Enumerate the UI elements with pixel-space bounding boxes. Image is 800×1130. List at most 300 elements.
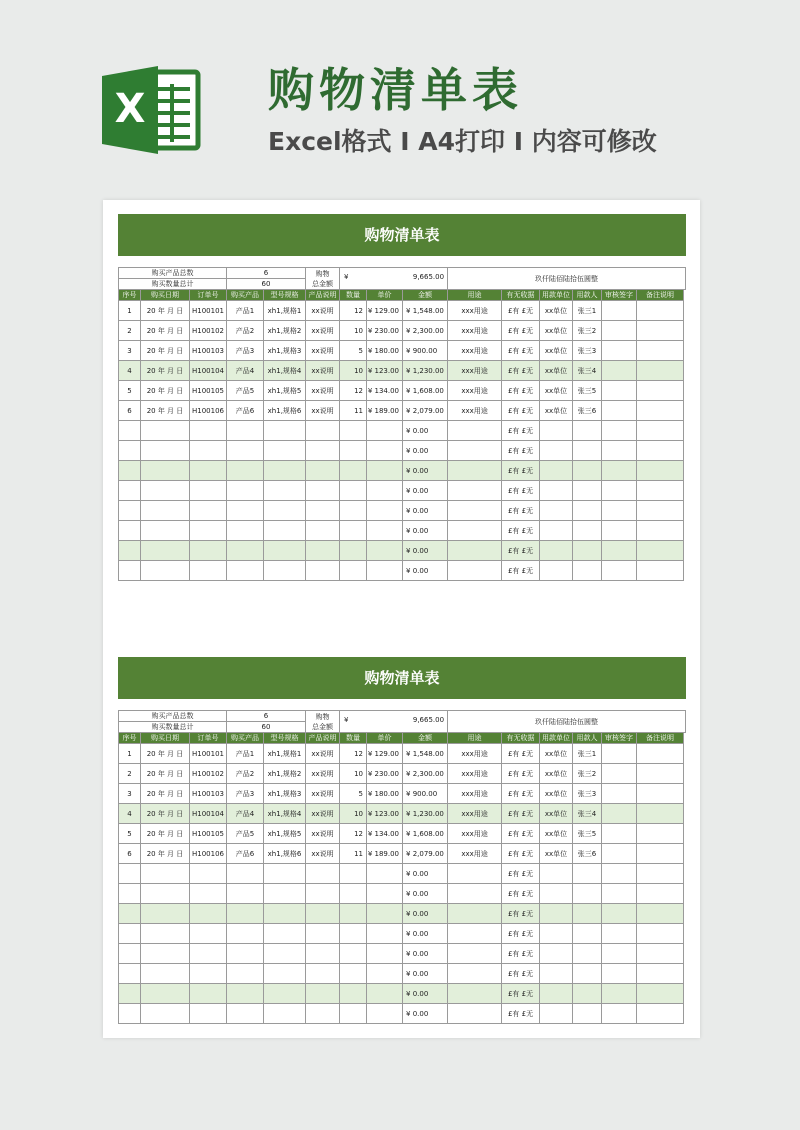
table-cell: 3 (119, 341, 141, 361)
column-header: 数量 (340, 290, 367, 301)
total-products-value: 6 (227, 268, 306, 279)
table-cell: £有 £无 (502, 844, 540, 864)
table-cell (540, 984, 573, 1004)
table-cell (340, 441, 367, 461)
table-cell: 张三5 (573, 381, 602, 401)
table-row (119, 501, 686, 521)
table-cell: H100106 (190, 401, 227, 421)
amount-label-line1: 购物 (315, 269, 330, 278)
table-cell: 张三4 (573, 361, 602, 381)
column-header: 单价 (367, 733, 403, 744)
table-cell: 10 (340, 321, 367, 341)
column-header: 审核签字 (602, 290, 637, 301)
table-cell: 产品2 (227, 321, 264, 341)
table-cell (306, 481, 340, 501)
table-cell: £有 £无 (502, 984, 540, 1004)
table-cell: £有 £无 (502, 1004, 540, 1024)
total-qty-value: 60 (227, 722, 306, 733)
table-cell (540, 421, 573, 441)
table-cell (227, 441, 264, 461)
total-amount-label (306, 268, 340, 290)
table-cell (340, 481, 367, 501)
table-cell (448, 421, 502, 441)
amount-label-line2: 总金额 (312, 722, 334, 731)
table-row (119, 844, 686, 864)
table-cell: ¥ 0.00 (403, 501, 448, 521)
table-cell (190, 1004, 227, 1024)
table-row (119, 824, 686, 844)
table-cell (227, 904, 264, 924)
table-cell (190, 421, 227, 441)
table-cell: xxx用途 (448, 824, 502, 844)
table-cell (637, 944, 684, 964)
table-cell: £有 £无 (502, 441, 540, 461)
total-qty-label: 购买数量总计 (119, 279, 227, 290)
total-amount-cell (340, 268, 448, 290)
table-cell (367, 461, 403, 481)
table-cell: xh1,规格5 (264, 824, 306, 844)
table-cell: 产品5 (227, 824, 264, 844)
column-header: 购买日期 (141, 733, 190, 744)
table-cell (448, 461, 502, 481)
table-cell (573, 521, 602, 541)
table-cell: 1 (119, 301, 141, 321)
table-cell (264, 864, 306, 884)
table-row (119, 421, 686, 441)
table-cell: £有 £无 (502, 501, 540, 521)
table-cell: xx说明 (306, 844, 340, 864)
table-cell: £有 £无 (502, 744, 540, 764)
table-cell: xx说明 (306, 824, 340, 844)
column-header: 型号规格 (264, 290, 306, 301)
table-cell (573, 561, 602, 581)
table-cell (602, 844, 637, 864)
table-row (119, 864, 686, 884)
table-cell (602, 401, 637, 421)
table-cell (573, 1004, 602, 1024)
table-cell (448, 944, 502, 964)
table-cell (602, 481, 637, 501)
table-cell (573, 964, 602, 984)
table-cell (602, 341, 637, 361)
table-cell (540, 541, 573, 561)
table-cell (602, 381, 637, 401)
table-row (119, 561, 686, 581)
table-cell: ¥ 123.00 (367, 804, 403, 824)
table-cell: £有 £无 (502, 824, 540, 844)
table-cell: xh1,规格6 (264, 844, 306, 864)
table-cell: ¥ 0.00 (403, 864, 448, 884)
table-cell: H100105 (190, 381, 227, 401)
table-row (119, 461, 686, 481)
table-cell: ¥ 0.00 (403, 904, 448, 924)
table-cell: 3 (119, 784, 141, 804)
table-cell: £有 £无 (502, 541, 540, 561)
table-cell: xh1,规格3 (264, 784, 306, 804)
table-cell: xx单位 (540, 321, 573, 341)
table-row (119, 884, 686, 904)
total-products-label: 购买产品总数 (119, 268, 227, 279)
table-cell (637, 744, 684, 764)
table-cell: £有 £无 (502, 964, 540, 984)
column-header: 订单号 (190, 733, 227, 744)
table-cell (540, 1004, 573, 1024)
column-header: 用途 (448, 733, 502, 744)
table-cell (306, 984, 340, 1004)
table-cell: 20 年 月 日 (141, 744, 190, 764)
table-row (119, 964, 686, 984)
table-cell (367, 561, 403, 581)
table-cell (448, 561, 502, 581)
table-cell: xx说明 (306, 401, 340, 421)
table-cell (264, 461, 306, 481)
table-cell: xxx用途 (448, 381, 502, 401)
table-cell (227, 944, 264, 964)
table-cell (119, 964, 141, 984)
shopping-table-1 (118, 267, 686, 581)
table-cell (340, 924, 367, 944)
table-cell (119, 461, 141, 481)
table-cell (119, 864, 141, 884)
table-cell (637, 521, 684, 541)
table-cell: ¥ 0.00 (403, 441, 448, 461)
table-cell (190, 481, 227, 501)
table-cell (264, 984, 306, 1004)
table-cell: £有 £无 (502, 361, 540, 381)
table-cell (119, 541, 141, 561)
table-cell (602, 321, 637, 341)
column-header: 用款单位 (540, 290, 573, 301)
table-cell: ¥ 1,230.00 (403, 361, 448, 381)
table-cell (448, 924, 502, 944)
currency-symbol: ¥ (344, 716, 349, 724)
column-header: 产品说明 (306, 733, 340, 744)
table-cell (190, 461, 227, 481)
table-cell: 10 (340, 361, 367, 381)
table-cell (637, 481, 684, 501)
table-cell (573, 441, 602, 461)
table-cell: H100101 (190, 301, 227, 321)
table-cell (141, 884, 190, 904)
table-cell (637, 501, 684, 521)
table-cell (264, 541, 306, 561)
table-cell (119, 904, 141, 924)
table-cell: ¥ 129.00 (367, 301, 403, 321)
table-cell (227, 461, 264, 481)
table-row (119, 401, 686, 421)
table-cell (190, 441, 227, 461)
table-cell (602, 784, 637, 804)
table-cell (306, 561, 340, 581)
table-cell: 张三1 (573, 744, 602, 764)
table-cell (367, 481, 403, 501)
table-cell (573, 984, 602, 1004)
table-cell: ¥ 0.00 (403, 964, 448, 984)
table-cell (602, 441, 637, 461)
table-cell (602, 1004, 637, 1024)
table-cell: 5 (340, 784, 367, 804)
table-cell (540, 461, 573, 481)
table-cell: H100102 (190, 321, 227, 341)
table-cell: xh1,规格1 (264, 301, 306, 321)
table-cell (573, 864, 602, 884)
total-amount-value: 9,665.00 (412, 716, 445, 724)
table-row (119, 321, 686, 341)
table-cell (602, 804, 637, 824)
table-cell (306, 924, 340, 944)
table-cell: xx单位 (540, 784, 573, 804)
table-cell: 12 (340, 824, 367, 844)
table-cell: ¥ 129.00 (367, 744, 403, 764)
table-cell (637, 461, 684, 481)
table-cell (573, 904, 602, 924)
column-header: 金额 (403, 733, 448, 744)
excel-logo-icon (100, 62, 204, 158)
table-row (119, 541, 686, 561)
table-cell (141, 521, 190, 541)
table-cell (227, 924, 264, 944)
column-header: 序号 (119, 290, 141, 301)
table-cell: 12 (340, 301, 367, 321)
table-cell (448, 541, 502, 561)
table-cell (340, 461, 367, 481)
table-cell (227, 1004, 264, 1024)
table-cell (540, 904, 573, 924)
table-cell: 产品3 (227, 784, 264, 804)
sheet-banner-2: 购物清单表 (118, 657, 686, 699)
table-cell (119, 481, 141, 501)
table-cell (141, 421, 190, 441)
table-cell (637, 984, 684, 1004)
table-cell: H100104 (190, 804, 227, 824)
table-cell: 4 (119, 361, 141, 381)
table-cell (141, 964, 190, 984)
table-cell (637, 361, 684, 381)
table-cell (227, 541, 264, 561)
table-cell (573, 541, 602, 561)
column-header: 用款人 (573, 290, 602, 301)
table-cell (637, 1004, 684, 1024)
column-header: 审核签字 (602, 733, 637, 744)
table-cell (306, 421, 340, 441)
table-cell (340, 541, 367, 561)
table-cell (448, 521, 502, 541)
table-cell (367, 864, 403, 884)
table-cell: ¥ 134.00 (367, 824, 403, 844)
table-cell (119, 561, 141, 581)
table-cell (264, 521, 306, 541)
table-row (119, 521, 686, 541)
table-cell (227, 501, 264, 521)
table-cell (367, 964, 403, 984)
table-cell (637, 561, 684, 581)
column-header: 订单号 (190, 290, 227, 301)
column-header: 有无收据 (502, 733, 540, 744)
table-cell: 20 年 月 日 (141, 301, 190, 321)
table-cell (448, 904, 502, 924)
table-cell (637, 964, 684, 984)
table-cell (306, 1004, 340, 1024)
table-cell: 张三4 (573, 804, 602, 824)
table-cell (340, 521, 367, 541)
table-cell: ¥ 2,079.00 (403, 401, 448, 421)
table-cell (141, 461, 190, 481)
table-cell: xx单位 (540, 361, 573, 381)
table-cell (141, 984, 190, 1004)
table-cell: £有 £无 (502, 301, 540, 321)
table-cell: ¥ 1,548.00 (403, 301, 448, 321)
table-cell (602, 541, 637, 561)
table-cell (227, 521, 264, 541)
table-cell (637, 824, 684, 844)
table-cell (141, 1004, 190, 1024)
table-cell: 产品5 (227, 381, 264, 401)
table-cell (573, 924, 602, 944)
table-cell (190, 924, 227, 944)
column-header: 产品说明 (306, 290, 340, 301)
table-cell (306, 501, 340, 521)
table-cell: xx说明 (306, 361, 340, 381)
table-cell (602, 984, 637, 1004)
table-cell (637, 421, 684, 441)
table-cell (573, 944, 602, 964)
table-cell (340, 1004, 367, 1024)
table-cell: 产品4 (227, 804, 264, 824)
table-cell: H100104 (190, 361, 227, 381)
table-cell: xx说明 (306, 301, 340, 321)
table-cell: 张三3 (573, 784, 602, 804)
table-cell: xxx用途 (448, 341, 502, 361)
table-cell: xx单位 (540, 381, 573, 401)
table-cell (602, 864, 637, 884)
table-cell: 10 (340, 804, 367, 824)
table-cell: £有 £无 (502, 481, 540, 501)
table-cell: 5 (119, 824, 141, 844)
table-cell: ¥ 123.00 (367, 361, 403, 381)
table-row (119, 904, 686, 924)
table-cell: xh1,规格3 (264, 341, 306, 361)
table-cell (637, 401, 684, 421)
table-cell (602, 924, 637, 944)
table-cell (340, 944, 367, 964)
table-cell: xh1,规格5 (264, 381, 306, 401)
table-cell: 产品6 (227, 401, 264, 421)
table-cell: xxx用途 (448, 321, 502, 341)
table-cell (602, 884, 637, 904)
table-cell (227, 481, 264, 501)
table-cell (540, 924, 573, 944)
table-cell: ¥ 0.00 (403, 421, 448, 441)
amount-label-line1: 购物 (315, 712, 330, 721)
table-cell: xx单位 (540, 744, 573, 764)
table-cell: ¥ 134.00 (367, 381, 403, 401)
table-cell (264, 964, 306, 984)
table-cell (637, 784, 684, 804)
table-cell: ¥ 2,079.00 (403, 844, 448, 864)
table-cell (306, 864, 340, 884)
table-cell (141, 441, 190, 461)
table-cell: 11 (340, 401, 367, 421)
table-cell (637, 864, 684, 884)
table-cell (340, 904, 367, 924)
table-cell (141, 481, 190, 501)
table-cell (367, 944, 403, 964)
amount-in-words: 玖仟陆佰陆拾伍圆整 (448, 268, 686, 290)
table-cell: H100105 (190, 824, 227, 844)
table-cell: ¥ 1,608.00 (403, 381, 448, 401)
table-cell (227, 984, 264, 1004)
table-cell: 2 (119, 764, 141, 784)
table-cell: £有 £无 (502, 321, 540, 341)
table-cell (264, 904, 306, 924)
table-cell: xxx用途 (448, 301, 502, 321)
table-cell: ¥ 0.00 (403, 461, 448, 481)
table-cell (367, 884, 403, 904)
table-cell: 20 年 月 日 (141, 804, 190, 824)
table-cell (448, 441, 502, 461)
table-cell: £有 £无 (502, 341, 540, 361)
table-cell (340, 964, 367, 984)
table-cell: 20 年 月 日 (141, 764, 190, 784)
table-row (119, 784, 686, 804)
table-cell: xx单位 (540, 844, 573, 864)
table-cell: 张三2 (573, 321, 602, 341)
table-cell (119, 441, 141, 461)
table-cell (540, 501, 573, 521)
table-cell (190, 904, 227, 924)
table-cell: xh1,规格1 (264, 744, 306, 764)
table-row (119, 481, 686, 501)
table-cell (306, 541, 340, 561)
table-cell (367, 541, 403, 561)
table-cell: 张三6 (573, 844, 602, 864)
table-cell: £有 £无 (502, 561, 540, 581)
table-cell: 张三5 (573, 824, 602, 844)
table-row (119, 924, 686, 944)
table-cell (637, 541, 684, 561)
total-qty-label: 购买数量总计 (119, 722, 227, 733)
table-cell (141, 904, 190, 924)
column-header: 备注说明 (637, 733, 684, 744)
table-row (119, 764, 686, 784)
table-cell (119, 924, 141, 944)
table-cell: £有 £无 (502, 381, 540, 401)
table-cell: ¥ 0.00 (403, 984, 448, 1004)
table-cell (306, 461, 340, 481)
table-cell: 产品2 (227, 764, 264, 784)
table-row (119, 944, 686, 964)
table-cell: ¥ 189.00 (367, 401, 403, 421)
table-cell (119, 1004, 141, 1024)
table-cell: 张三2 (573, 764, 602, 784)
table-cell (264, 944, 306, 964)
table-cell (306, 884, 340, 904)
table-cell: H100106 (190, 844, 227, 864)
table-cell (141, 501, 190, 521)
table-cell: 20 年 月 日 (141, 844, 190, 864)
table-cell (602, 764, 637, 784)
total-amount-cell (340, 711, 448, 733)
total-qty-value: 60 (227, 279, 306, 290)
table-cell: xxx用途 (448, 784, 502, 804)
table-cell: xxx用途 (448, 764, 502, 784)
table-cell (190, 964, 227, 984)
table-cell (540, 964, 573, 984)
column-header: 用款单位 (540, 733, 573, 744)
table-cell: £有 £无 (502, 421, 540, 441)
column-header: 备注说明 (637, 290, 684, 301)
table-cell: £有 £无 (502, 784, 540, 804)
